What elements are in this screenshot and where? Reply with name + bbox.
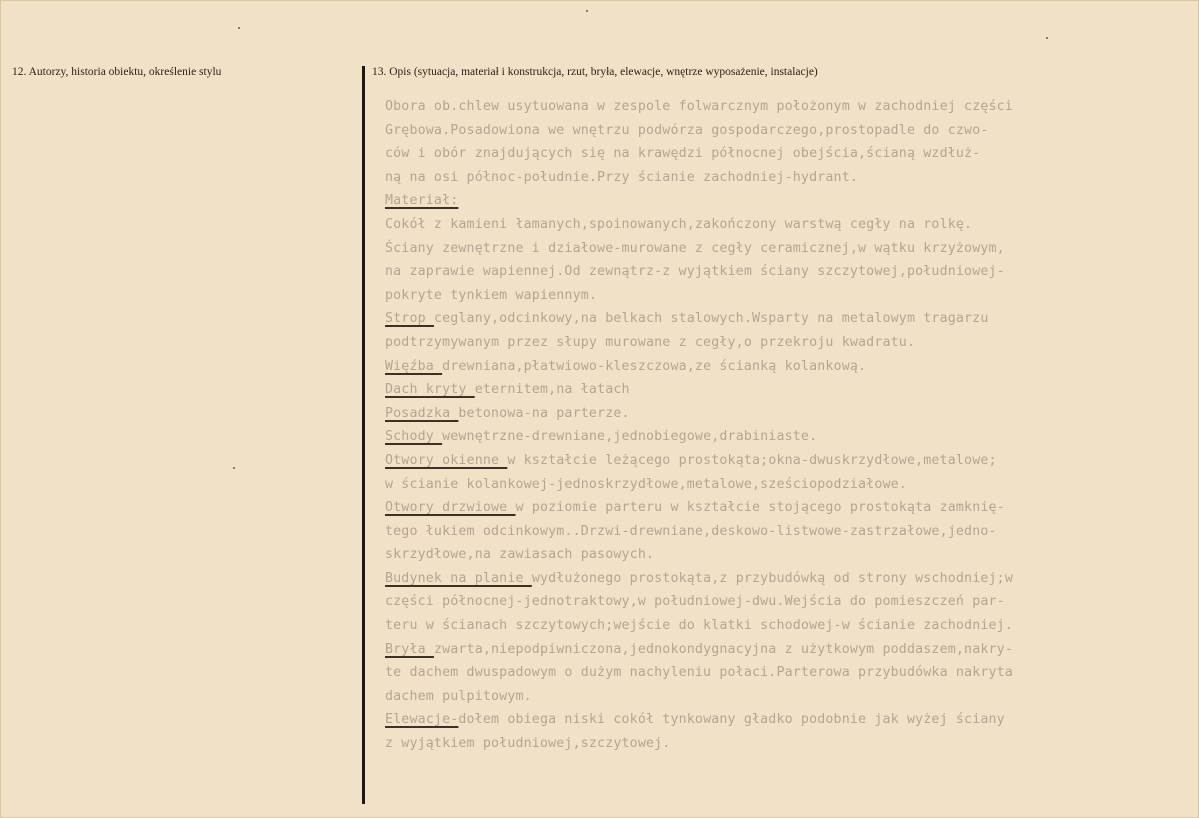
description-line: [385, 284, 1155, 308]
underlined-heading: Schody: [385, 429, 443, 445]
line-text: części północnej-jednotraktowy,w południowej-dwu.Wejścia do pomieszczeń par-: [385, 594, 1005, 610]
description-line: [385, 119, 1155, 143]
line-text: ców i obór znajdujących się na krawędzi północnej obejścia,ścianą wzdłuż-: [385, 146, 981, 162]
description-line: [385, 708, 1155, 732]
line-text: ceglany,odcinkowy,na belkach stalowych.Wsparty na metalowym tragarzu: [433, 311, 989, 327]
line-text: w kształcie leżącego prostokąta;okna-dwuskrzydłowe,metalowe;: [507, 452, 997, 468]
description-line: [385, 189, 1155, 213]
line-text: Obora ob.chlew usytuowana w zespole folwarcznym położonym w zachodniej części: [385, 99, 1013, 114]
line-text: w ścianie kolankowej-jednoskrzydłowe,metalowe,sześciopodziałowe.: [385, 476, 907, 492]
line-text: dołem obiega niski cokół tynkowany gładko podobnie jak wyżej ściany: [458, 712, 1005, 728]
description-line: [385, 638, 1155, 662]
line-text: Ściany zewnętrzne i działowe-murowane z cegły ceramicznej,w wątku krzyżowym,: [385, 240, 1005, 256]
line-text: te dachem dwuspadowym o dużym nachyleniu połaci.Parterowa przybudówka nakryta: [385, 665, 1013, 681]
paper-speck: [586, 10, 588, 12]
description-line: [385, 567, 1155, 591]
description-line: [385, 355, 1155, 379]
description-line: [385, 732, 1155, 756]
description-line: [385, 378, 1155, 402]
description-line: [385, 142, 1155, 166]
underlined-heading: Więźba: [385, 358, 443, 374]
line-text: drewniana,płatwiowo-kleszczowa,ze ścianką kolankową.: [442, 358, 867, 374]
description-line: [385, 543, 1155, 567]
description-line: [385, 307, 1155, 331]
line-text: ną na osi północ-południe.Przy ścianie zachodniej-hydrant.: [385, 169, 859, 185]
column-divider: [362, 66, 365, 804]
line-text: pokryte tynkiem wapiennym.: [385, 287, 598, 303]
line-text: Cokół z kamieni łamanych,spoinowanych,zakończony warstwą cegły na rolkę.: [385, 216, 973, 232]
underlined-heading: Posadzka: [385, 405, 459, 421]
underlined-heading: Materiał:: [385, 193, 459, 209]
underlined-heading: Otwory drzwiowe: [385, 500, 516, 516]
description-line: [385, 473, 1155, 497]
underlined-heading: Budynek na planie: [385, 570, 532, 586]
description-line: [385, 520, 1155, 544]
line-text: skrzydłowe,na zawiasach pasowych.: [385, 547, 655, 563]
line-text: w poziomie parteru w kształcie stojącego prostokąta zamknię-: [515, 500, 1005, 516]
description-line: [385, 166, 1155, 190]
description-line: [385, 614, 1155, 638]
underlined-heading: Elewacje-: [385, 712, 459, 728]
description-line: [385, 95, 1155, 119]
section-12-heading: 12. Autorzy, historia obiektu, określenie stylu: [12, 66, 222, 78]
description-line: [385, 590, 1155, 614]
underlined-heading: Bryła: [385, 641, 434, 657]
paper-speck: [1046, 37, 1048, 39]
line-text: zwarta,niepodpiwniczona,jednokondygnacyjna z użytkowym poddaszem,nakry-: [433, 641, 1013, 657]
line-text: z wyjątkiem południowej,szczytowej.: [385, 736, 671, 752]
line-text: na zaprawie wapiennej.Od zewnątrz-z wyjątkiem ściany szczytowej,południowej-: [385, 264, 1005, 280]
paper-speck: [233, 467, 235, 469]
description-line: [385, 685, 1155, 709]
description-line: [385, 449, 1155, 473]
line-text: betonowa-na parterze.: [458, 405, 630, 421]
description-line: [385, 237, 1155, 261]
line-text: teru w ścianach szczytowych;wejście do klatki schodowej-w ścianie zachodniej.: [385, 618, 1013, 634]
line-text: podtrzymywanym przez słupy murowane z cegły,o przekroju kwadratu.: [385, 334, 916, 350]
description-line: [385, 213, 1155, 237]
section-13-heading: 13. Opis (sytuacja, materiał i konstrukcja, rzut, bryła, elewacje, wnętrze wyposażenie, instalacje): [372, 66, 818, 78]
line-text: wydłużonego prostokąta,z przybudówką od strony wschodniej;w: [531, 570, 1013, 586]
description-line: [385, 425, 1155, 449]
description-line: [385, 496, 1155, 520]
line-text: Grębowa.Posadowiona we wnętrzu podwórza gospodarczego,prostopadle do czwo-: [385, 122, 989, 138]
description-text: [385, 95, 1155, 756]
underlined-heading: Otwory okienne: [385, 452, 508, 468]
description-line: [385, 331, 1155, 355]
line-text: tego łukiem odcinkowym..Drzwi-drewniane,deskowo-listwowe-zastrzałowe,jedno-: [385, 523, 997, 539]
line-text: dachem pulpitowym.: [385, 688, 532, 704]
description-line: [385, 260, 1155, 284]
underlined-heading: Dach kryty: [385, 382, 475, 398]
description-line: [385, 661, 1155, 685]
line-text: wewnętrzne-drewniane,jednobiegowe,drabiniaste.: [442, 429, 818, 445]
line-text: eternitem,na łatach: [474, 382, 630, 398]
paper-speck: [238, 27, 240, 29]
underlined-heading: Strop: [385, 311, 434, 327]
description-line: [385, 402, 1155, 426]
